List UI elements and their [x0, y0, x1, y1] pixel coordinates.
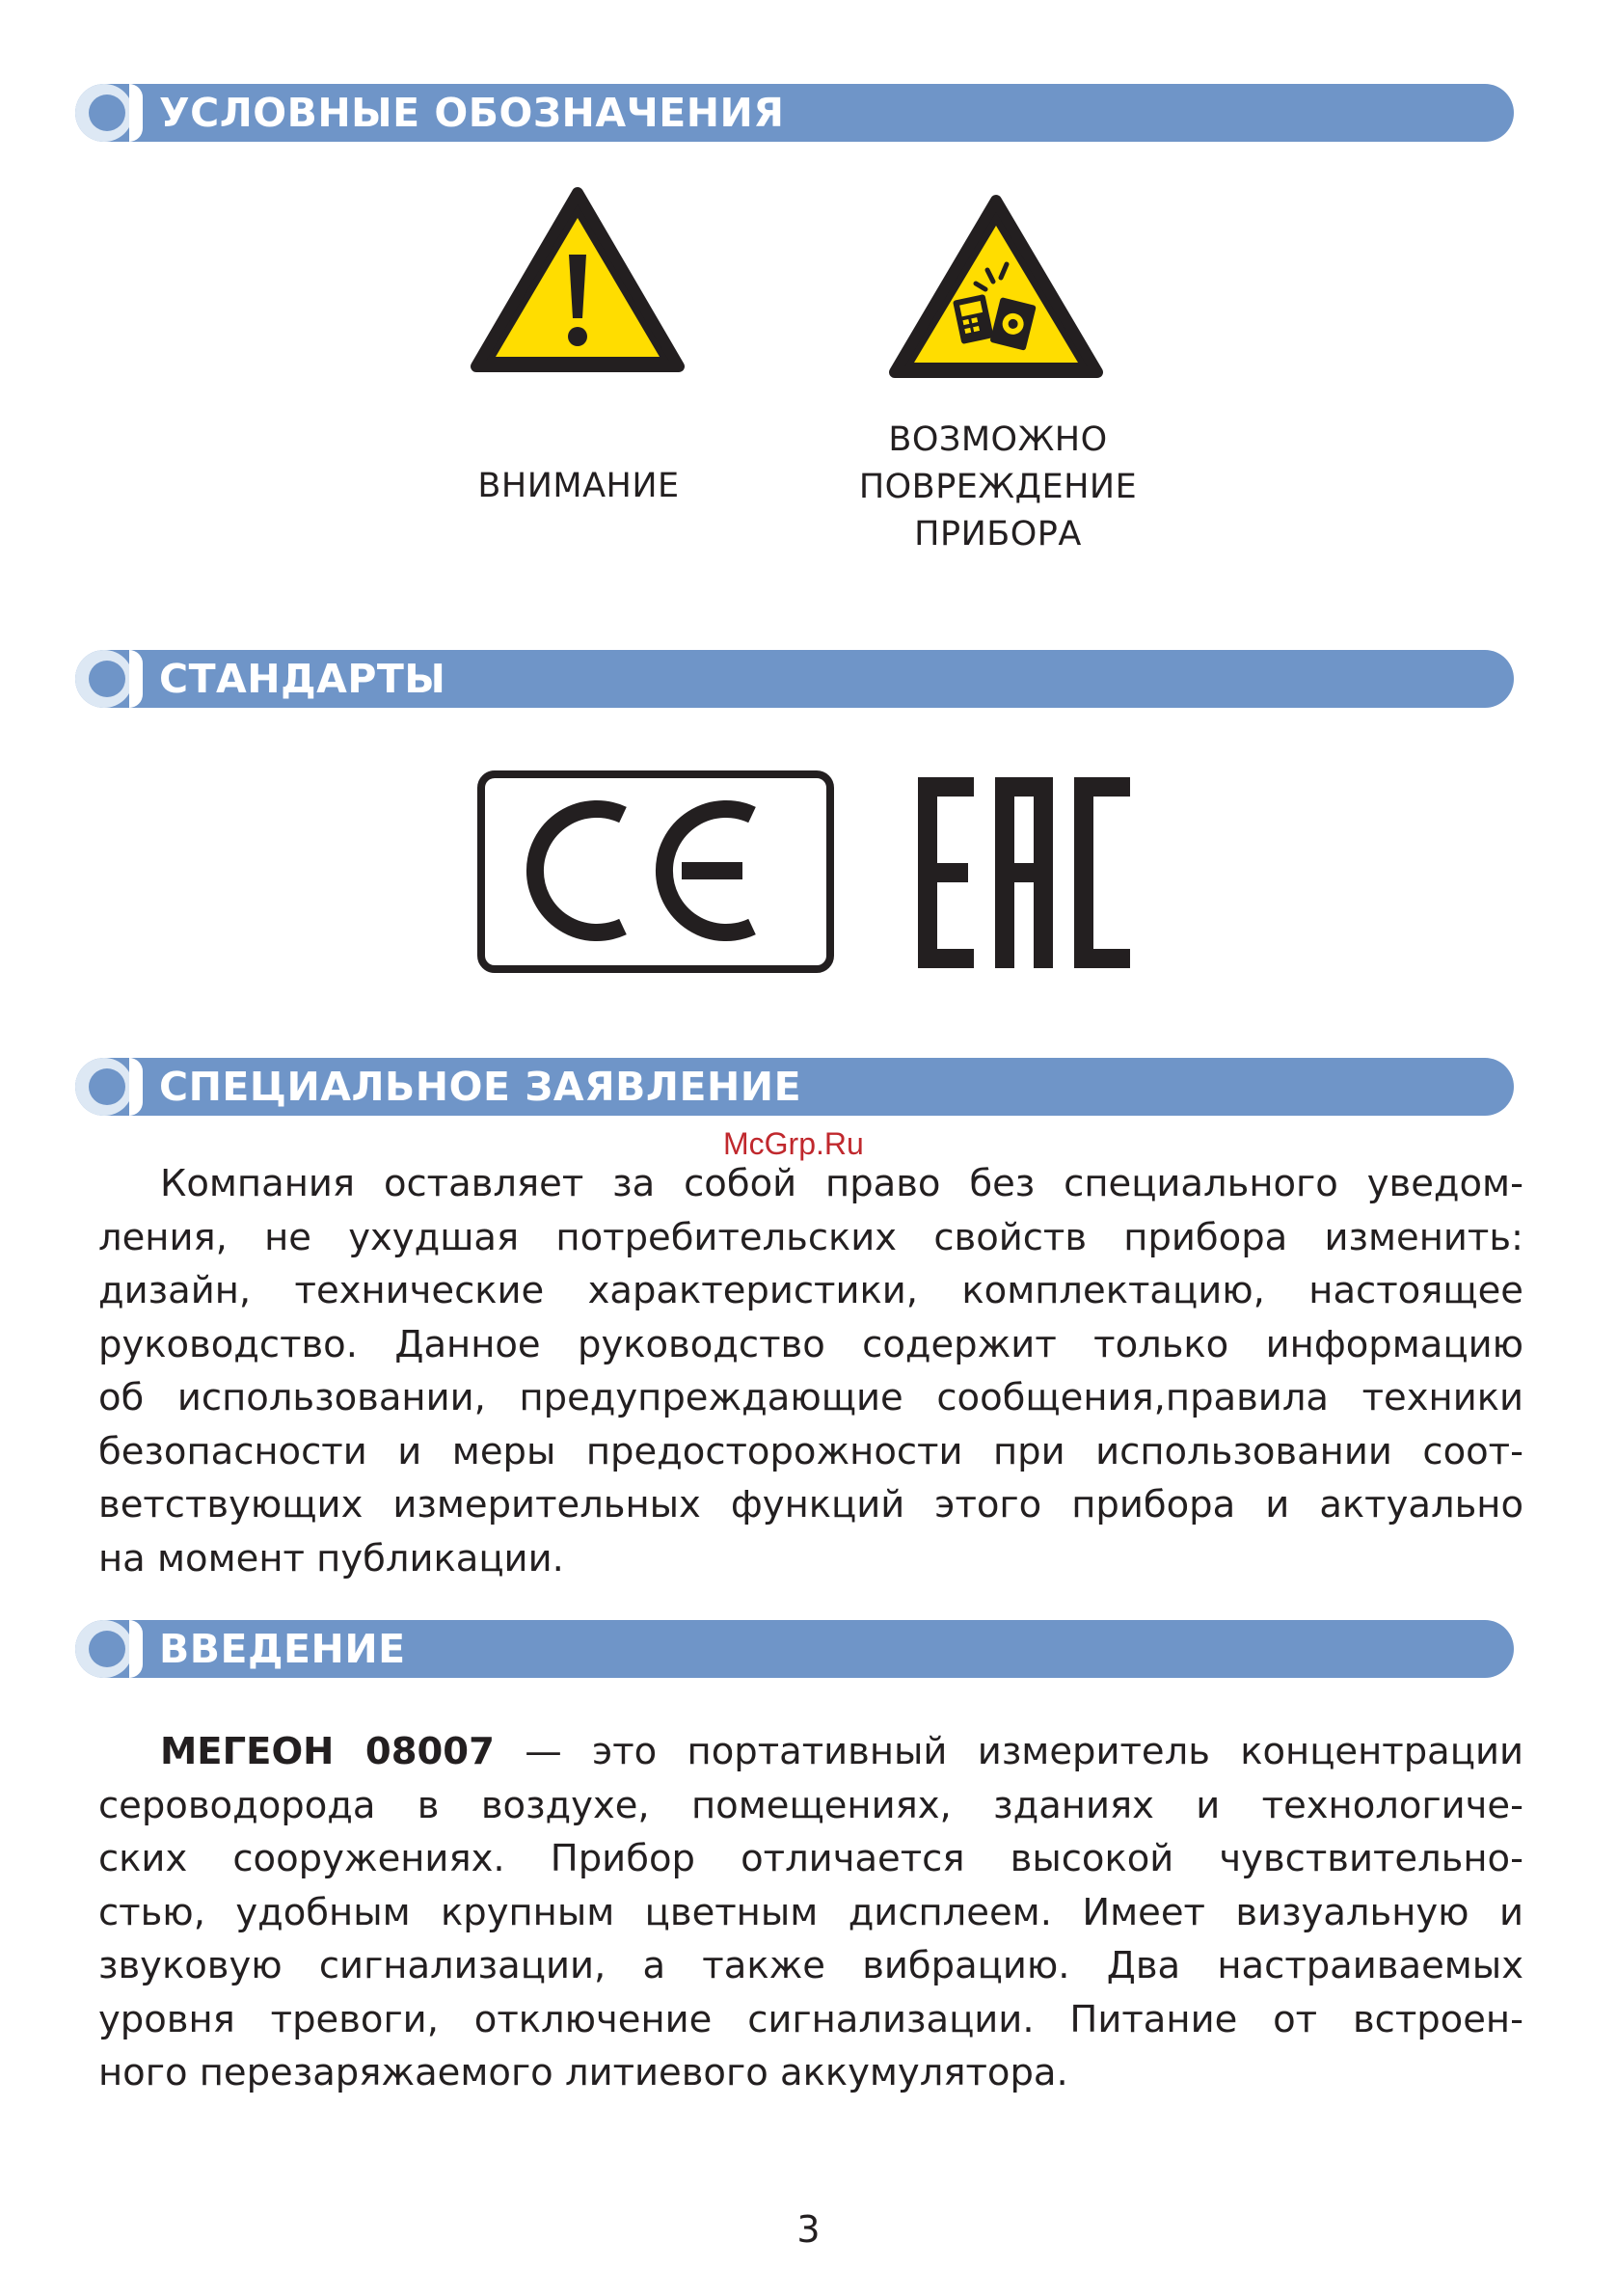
- intro-paragraph: [98, 1725, 1523, 2100]
- paragraph-line: Компания оставляет за собой право без специального уведом-: [160, 1162, 1523, 1205]
- paragraph-line: [98, 1725, 1523, 1779]
- damage-label-line: ПОВРЕЖДЕНИЕ: [858, 468, 1138, 506]
- section-title: ВВЕДЕНИЕ: [159, 1626, 406, 1672]
- paragraph-line: звуковую сигнализации, а также вибрацию. Два настраиваемых: [98, 1944, 1523, 1987]
- paragraph-line: ских сооружениях. Прибор отличается высокой чувствительно-: [98, 1837, 1523, 1880]
- paragraph-line: ного перезаряжаемого литиевого аккумулятора.: [98, 2051, 1068, 2094]
- paragraph-text: — это портативный измеритель концентрации: [494, 1730, 1523, 1773]
- section-header-statement: [75, 1058, 1514, 1116]
- paragraph-line: на момент публикации.: [98, 1536, 564, 1580]
- section-title: СПЕЦИАЛЬНОЕ ЗАЯВЛЕНИЕ: [159, 1064, 802, 1110]
- section-title: СТАНДАРТЫ: [159, 656, 446, 702]
- section-header-intro: [75, 1620, 1514, 1678]
- device-damage-warning-icon: [887, 193, 1105, 382]
- paragraph-line: ления, не ухудшая потребительских свойств прибора изменить:: [98, 1215, 1523, 1259]
- paragraph-line: об использовании, предупреждающие сообщения,правила техники: [98, 1376, 1523, 1419]
- paragraph-line: дизайн, технические характеристики, комплектацию, настоящее: [98, 1269, 1523, 1312]
- section-title: УСЛОВНЫЕ ОБОЗНАЧЕНИЯ: [159, 90, 785, 136]
- eac-mark-logo: [918, 777, 1132, 968]
- warning-exclamation-icon: [469, 185, 687, 376]
- section-bullet-icon: [75, 1620, 133, 1678]
- damage-label: [829, 417, 1167, 558]
- section-header-symbols: [75, 84, 1514, 142]
- product-name: МЕГЕОН 08007: [160, 1730, 495, 1773]
- ce-mark-logo: [476, 770, 835, 974]
- page-number: 3: [796, 2208, 821, 2251]
- paragraph-line: сероводорода в воздухе, помещениях, зданиях и технологиче-: [98, 1783, 1523, 1827]
- section-header-standards: [75, 650, 1514, 708]
- section-bullet-icon: [75, 650, 133, 708]
- statement-paragraph: [98, 1157, 1523, 1585]
- paragraph-line: стью, удобным крупным цветным дисплеем. Имеет визуальную и: [98, 1890, 1523, 1934]
- section-bullet-icon: [75, 1058, 133, 1116]
- paragraph-line: уровня тревоги, отключение сигнализации. Питание от встроен-: [98, 1997, 1523, 2041]
- watermark: McGrp.Ru: [723, 1126, 864, 1161]
- damage-label-line: ВОЗМОЖНО: [888, 420, 1108, 459]
- paragraph-line: безопасности и меры предосторожности при использовании соот-: [98, 1429, 1523, 1473]
- paragraph-line: руководство. Данное руководство содержит только информацию: [98, 1322, 1523, 1366]
- section-bullet-icon: [75, 84, 133, 142]
- attention-label: ВНИМАНИЕ: [477, 467, 680, 505]
- paragraph-line: ветствующих измерительных функций этого прибора и актуально: [98, 1483, 1523, 1526]
- damage-label-line: ПРИБОРА: [914, 515, 1082, 554]
